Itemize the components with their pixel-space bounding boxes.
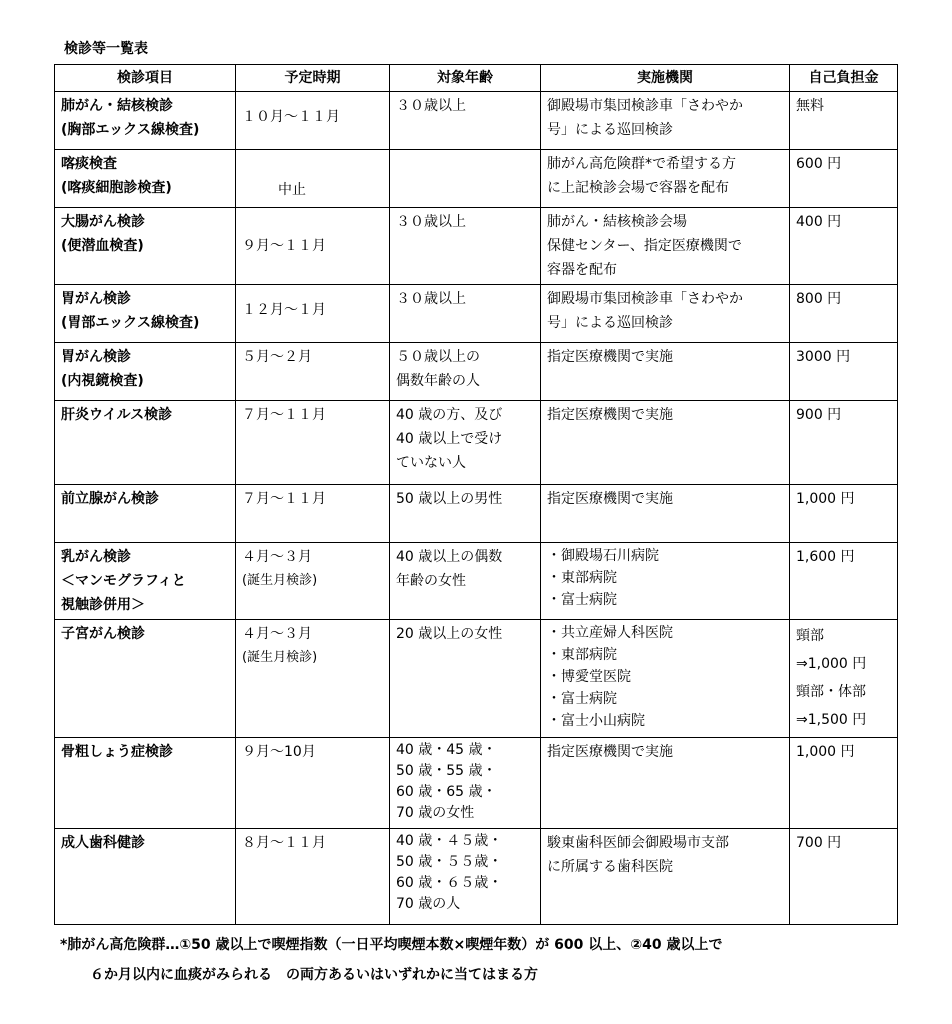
- institution-list-item: ・ 富士病院: [547, 688, 783, 710]
- cost-cell: [790, 92, 898, 150]
- age-cell: [390, 543, 541, 620]
- cost-cell: [790, 829, 898, 925]
- institution-text: 駿東歯科医師会御殿場市支部: [547, 835, 729, 851]
- age-text: 50 歳・55 歳・: [396, 763, 497, 779]
- institution-text: 号」による巡回検診: [547, 315, 673, 331]
- age-text: ３０歳以上: [396, 214, 466, 230]
- item-method: (喀痰細胞診検査): [61, 180, 172, 196]
- schedule-text: ８月～１１月: [242, 835, 326, 851]
- cost-text: 1,000 円: [796, 491, 855, 507]
- item-name: 成人歯科健診: [61, 835, 145, 851]
- item-cell: [55, 620, 236, 738]
- item-cell: [55, 285, 236, 343]
- item-cell: [55, 401, 236, 485]
- institution-list: [547, 622, 783, 732]
- item-name: 前立腺がん検診: [61, 491, 159, 507]
- item-name: 喀痰検査: [61, 156, 117, 172]
- cost-text: 頸部・体部: [796, 684, 866, 700]
- schedule-cell: [236, 543, 390, 620]
- schedule-cell: [236, 343, 390, 401]
- age-text: 70 歳の女性: [396, 805, 475, 821]
- schedule-text: 中止: [278, 182, 306, 198]
- age-cell: [390, 738, 541, 829]
- page-title: 検診等一覧表: [64, 41, 148, 57]
- table-row: [55, 208, 898, 285]
- age-cell: [390, 401, 541, 485]
- cost-text: 3000 円: [796, 349, 851, 365]
- age-text: 60 歳・65 歳・: [396, 784, 497, 800]
- institution-text: に所属する歯科医院: [547, 859, 673, 875]
- age-text: ３０歳以上: [396, 98, 466, 114]
- cost-text: 1,600 円: [796, 549, 855, 565]
- institution-list-item: ・ 東部病院: [547, 644, 783, 666]
- institution-text: 御殿場市集団検診車「さわやか: [547, 98, 743, 114]
- header-item: 検診項目: [55, 65, 236, 92]
- institution-text: 指定医療機関で実施: [547, 491, 673, 507]
- cost-cell: [790, 620, 898, 738]
- header-age: 対象年齢: [390, 65, 541, 92]
- cost-text: 700 円: [796, 835, 842, 851]
- table-row: [55, 738, 898, 829]
- item-name: 胃がん検診: [61, 349, 131, 365]
- age-text: 50 歳以上の男性: [396, 491, 503, 507]
- schedule-text: ７月～１１月: [242, 491, 326, 507]
- footnote-line-2: ６か月以内に血痰がみられる の両方あるいはいずれかに当てはまる方: [90, 967, 538, 983]
- institution-list-item: ・ 御殿場石川病院: [547, 545, 783, 567]
- schedule-text: １２月～１月: [242, 302, 326, 318]
- institution-text: 肺がん高危険群*で希望する方: [547, 156, 736, 172]
- institution-cell: [541, 285, 790, 343]
- age-text: 40 歳・４５歳・: [396, 833, 503, 849]
- institution-cell: [541, 92, 790, 150]
- cost-text: 800 円: [796, 291, 842, 307]
- item-cell: [55, 92, 236, 150]
- item-cell: [55, 343, 236, 401]
- age-text: ５０歳以上の: [396, 349, 480, 365]
- header-cost: 自己負担金: [790, 65, 898, 92]
- age-text: 60 歳・６５歳・: [396, 875, 503, 891]
- schedule-text: ７月～１１月: [242, 407, 326, 423]
- item-name: 大腸がん検診: [61, 214, 145, 230]
- table-row: [55, 285, 898, 343]
- cost-text: 1,000 円: [796, 744, 855, 760]
- institution-list-item: ・ 博愛堂医院: [547, 666, 783, 688]
- item-cell: [55, 208, 236, 285]
- schedule-cell: [236, 485, 390, 543]
- schedule-cell: [236, 401, 390, 485]
- table-row: [55, 543, 898, 620]
- institution-cell: [541, 343, 790, 401]
- age-text: 40 歳の方、及び: [396, 407, 503, 423]
- institution-cell: [541, 208, 790, 285]
- item-method: (便潜血検査): [61, 238, 144, 254]
- cost-cell: [790, 343, 898, 401]
- table-row: [55, 150, 898, 208]
- institution-list: [547, 545, 783, 611]
- institution-text: に上記検診会場で容器を配布: [547, 180, 729, 196]
- institution-text: 指定医療機関で実施: [547, 744, 673, 760]
- institution-cell: [541, 829, 790, 925]
- cost-cell: [790, 738, 898, 829]
- institution-list-item: ・ 富士病院: [547, 589, 783, 611]
- table-row: [55, 620, 898, 738]
- age-cell: [390, 208, 541, 285]
- item-cell: [55, 150, 236, 208]
- item-name: 子宮がん検診: [61, 626, 145, 642]
- age-cell: [390, 485, 541, 543]
- cost-text: 900 円: [796, 407, 842, 423]
- institution-text: 御殿場市集団検診車「さわやか: [547, 291, 743, 307]
- institution-list-item: ・ 富士小山病院: [547, 710, 783, 732]
- institution-text: 号」による巡回検診: [547, 122, 673, 138]
- cost-text: ⇒1,000 円: [796, 656, 867, 672]
- cost-text: 無料: [796, 98, 824, 114]
- schedule-cell: [236, 285, 390, 343]
- age-cell: [390, 829, 541, 925]
- schedule-cell: [236, 150, 390, 208]
- header-institution: 実施機関: [541, 65, 790, 92]
- table-row: [55, 829, 898, 925]
- schedule-text: ９月～10月: [242, 744, 316, 760]
- item-method: 視触診併用＞: [61, 597, 145, 613]
- cost-cell: [790, 401, 898, 485]
- schedule-note: (誕生月検診): [242, 573, 318, 588]
- schedule-text: ４月～３月: [242, 549, 312, 565]
- age-text: 年齢の女性: [396, 573, 466, 589]
- cost-cell: [790, 485, 898, 543]
- institution-text: 容器を配布: [547, 262, 617, 278]
- age-cell: [390, 92, 541, 150]
- institution-cell: [541, 485, 790, 543]
- cost-cell: [790, 208, 898, 285]
- age-cell: [390, 343, 541, 401]
- item-name: 乳がん検診: [61, 549, 131, 565]
- item-name: 骨粗しょう症検診: [61, 744, 173, 760]
- item-method: (胃部エックス線検査): [61, 315, 200, 331]
- institution-cell: [541, 150, 790, 208]
- schedule-cell: [236, 620, 390, 738]
- item-cell: [55, 738, 236, 829]
- schedule-note: (誕生月検診): [242, 650, 318, 665]
- exam-table: [54, 64, 898, 925]
- item-name: 肺がん・結核検診: [61, 98, 173, 114]
- footnote-line-1: *肺がん高危険群…①50 歳以上で喫煙指数（一日平均喫煙本数×喫煙年数）が 600 以上、②40 歳以上で: [60, 937, 723, 953]
- table-row: [55, 401, 898, 485]
- age-text: 20 歳以上の女性: [396, 626, 503, 642]
- institution-cell: [541, 738, 790, 829]
- item-method: (胸部エックス線検査): [61, 122, 200, 138]
- table-header-row: [55, 65, 898, 92]
- age-cell: [390, 150, 541, 208]
- age-text: ていない人: [396, 455, 466, 471]
- item-cell: [55, 829, 236, 925]
- age-text: ３０歳以上: [396, 291, 466, 307]
- schedule-cell: [236, 829, 390, 925]
- schedule-cell: [236, 92, 390, 150]
- cost-cell: [790, 150, 898, 208]
- age-cell: [390, 620, 541, 738]
- table-row: [55, 485, 898, 543]
- cost-text: 600 円: [796, 156, 842, 172]
- institution-cell: [541, 543, 790, 620]
- item-method: ＜マンモグラフィと: [61, 573, 186, 589]
- institution-cell: [541, 620, 790, 738]
- institution-list-item: ・ 共立産婦人科医院: [547, 622, 783, 644]
- age-text: 40 歳以上の偶数: [396, 549, 503, 565]
- institution-text: 保健センター、指定医療機関で: [547, 238, 742, 254]
- table-row: [55, 92, 898, 150]
- age-cell: [390, 285, 541, 343]
- age-text: 70 歳の人: [396, 896, 461, 912]
- schedule-cell: [236, 208, 390, 285]
- schedule-cell: [236, 738, 390, 829]
- cost-text: 頸部: [796, 628, 824, 644]
- item-method: (内視鏡検査): [61, 373, 144, 389]
- institution-text: 肺がん・結核検診会場: [547, 214, 687, 230]
- schedule-text: １０月～１１月: [242, 109, 340, 125]
- institution-list-item: ・ 東部病院: [547, 567, 783, 589]
- header-schedule: 予定時期: [236, 65, 390, 92]
- age-text: 40 歳以上で受け: [396, 431, 503, 447]
- institution-cell: [541, 401, 790, 485]
- item-cell: [55, 543, 236, 620]
- table-row: [55, 343, 898, 401]
- schedule-text: ４月～３月: [242, 626, 312, 642]
- cost-text: ⇒1,500 円: [796, 712, 867, 728]
- schedule-text: ９月～１１月: [242, 238, 326, 254]
- cost-cell: [790, 543, 898, 620]
- age-text: 偶数年齢の人: [396, 373, 480, 389]
- schedule-text: ５月～２月: [242, 349, 312, 365]
- item-cell: [55, 485, 236, 543]
- item-name: 胃がん検診: [61, 291, 131, 307]
- cost-cell: [790, 285, 898, 343]
- age-text: 50 歳・５５歳・: [396, 854, 503, 870]
- institution-text: 指定医療機関で実施: [547, 349, 673, 365]
- cost-text: 400 円: [796, 214, 842, 230]
- age-text: 40 歳・45 歳・: [396, 742, 497, 758]
- institution-text: 指定医療機関で実施: [547, 407, 673, 423]
- item-name: 肝炎ウイルス検診: [61, 407, 173, 423]
